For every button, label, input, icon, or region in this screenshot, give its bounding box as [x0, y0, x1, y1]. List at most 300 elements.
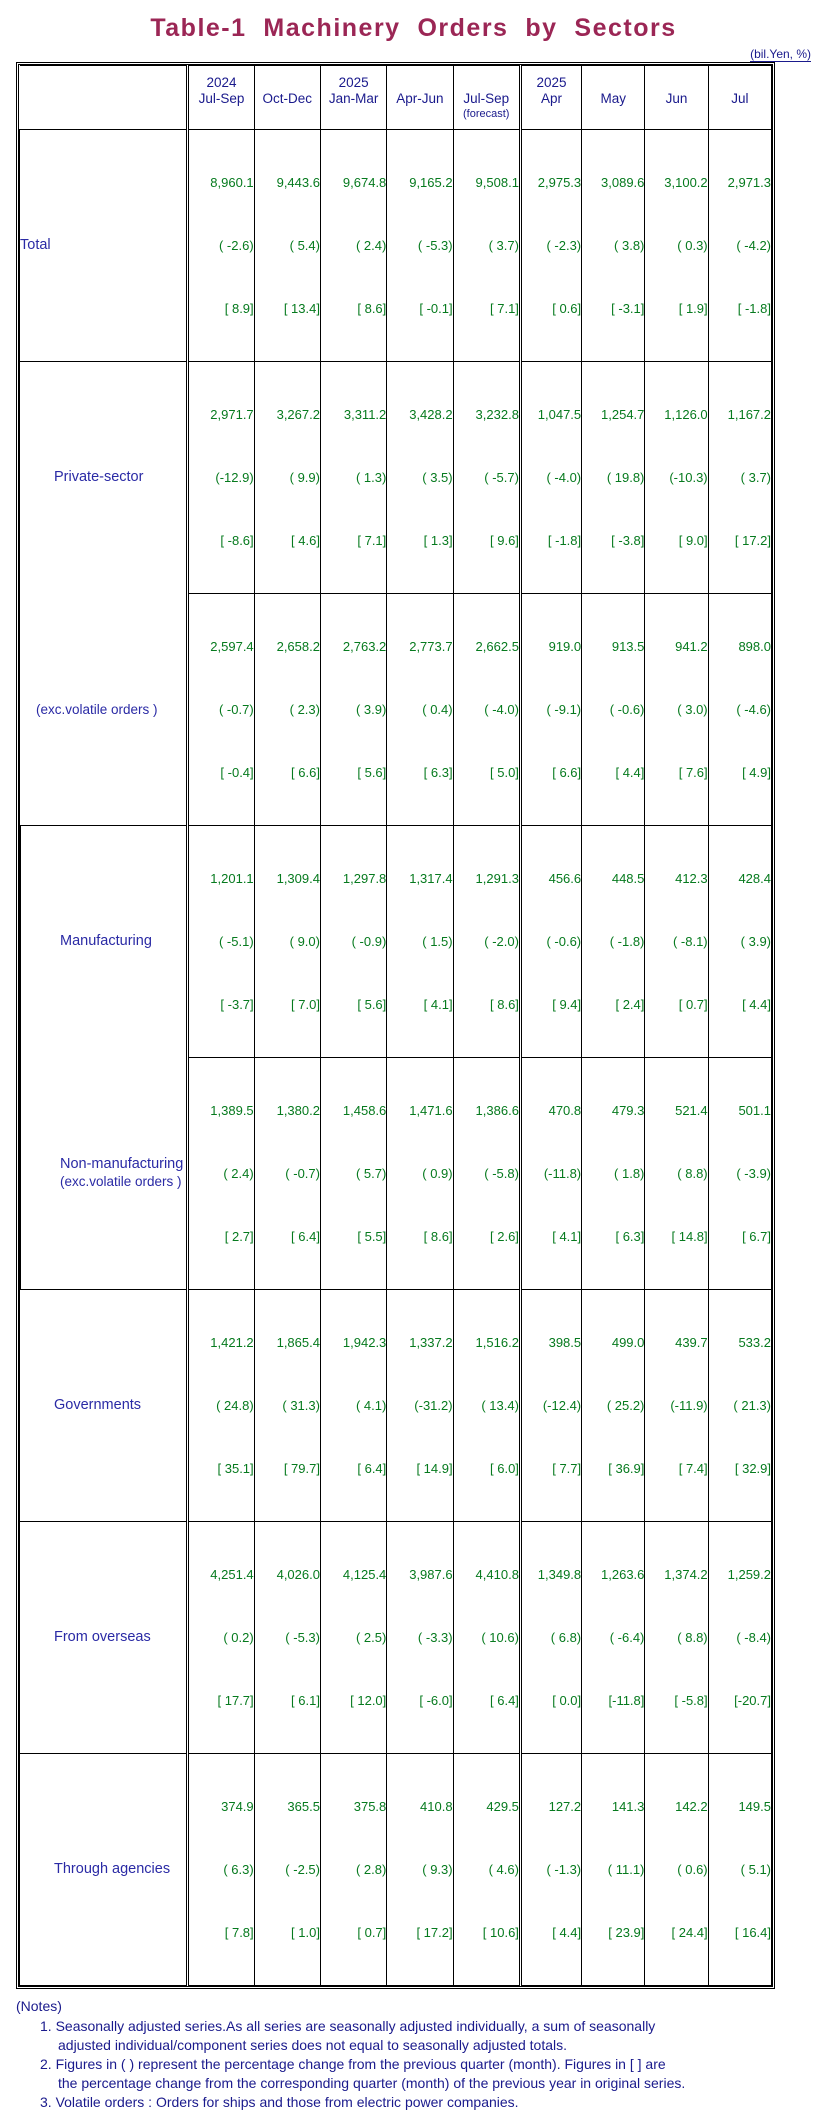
cell-value: 2,773.7 [409, 639, 453, 654]
cell [254, 1754, 320, 1986]
cell-yoy: [ 10.6] [482, 1925, 519, 1940]
cell [320, 1058, 386, 1290]
notes-heading: (Notes) [16, 1998, 62, 2014]
cell [708, 594, 771, 826]
notes-list [16, 2017, 827, 2112]
row-label-total [20, 130, 188, 362]
cell-value: 1,337.2 [409, 1335, 453, 1350]
cell [320, 1290, 386, 1522]
cell [582, 1058, 645, 1290]
cell [320, 1522, 386, 1754]
cell [708, 1290, 771, 1522]
cell-yoy: [ 6.0] [490, 1461, 519, 1476]
cell-qoq: ( 9.3) [422, 1862, 453, 1877]
cell-qoq: ( 1.3) [355, 470, 387, 485]
cell-value: 127.2 [548, 1799, 582, 1814]
cell-yoy: [ -5.8] [674, 1693, 708, 1708]
cell [453, 826, 520, 1058]
note-number: 3. [40, 2094, 52, 2110]
cell [188, 1522, 254, 1754]
cell-yoy: [ 36.9] [608, 1461, 645, 1476]
cell [387, 594, 453, 826]
cell-value: 2,658.2 [276, 639, 320, 654]
cell-yoy: [ 2.7] [224, 1229, 254, 1244]
cell-value: 4,410.8 [475, 1567, 519, 1582]
table-row [20, 1522, 772, 1754]
cell-value: 2,763.2 [342, 639, 387, 654]
cell-value: 2,971.7 [210, 407, 254, 422]
cell [645, 1754, 708, 1986]
cell-yoy: [ 9.4] [552, 997, 582, 1012]
cell-value: 501.1 [738, 1103, 771, 1118]
cell-qoq: ( -4.0) [484, 702, 519, 717]
cell-value: 3,987.6 [409, 1567, 453, 1582]
cell-qoq: ( -5.8) [484, 1166, 519, 1181]
cell-yoy: [ 5.6] [357, 997, 387, 1012]
cell-value: 410.8 [420, 1799, 453, 1814]
row-label-text: Manufacturing [60, 933, 152, 950]
cell-value: 142.2 [675, 1799, 708, 1814]
cell [188, 826, 254, 1058]
cell [520, 594, 581, 826]
cell-value: 1,380.2 [276, 1103, 320, 1118]
cell-value: 898.0 [738, 639, 771, 654]
cell-value: 479.3 [611, 1103, 645, 1118]
header-period: Oct-Dec [262, 90, 313, 106]
header-col-3 [387, 66, 453, 130]
row-label-text: Total [20, 237, 51, 253]
cell [387, 1754, 453, 1986]
cell [453, 1522, 520, 1754]
cell-value: 429.5 [486, 1799, 519, 1814]
cell-qoq: ( 9.9) [289, 470, 320, 485]
cell [520, 130, 581, 362]
page-title: Table-1 Machinery Orders by Sectors [150, 14, 677, 42]
cell [453, 1754, 520, 1986]
header-period: Jun [665, 90, 688, 106]
cell-yoy: [ -3.1] [611, 301, 645, 316]
unit-label-wrap [0, 45, 827, 62]
cell-qoq: ( 8.8) [677, 1166, 708, 1181]
cell [520, 1754, 581, 1986]
cell-value: 521.4 [675, 1103, 708, 1118]
cell-value: 1,458.6 [342, 1103, 387, 1118]
cell-value: 1,374.2 [664, 1567, 708, 1582]
table-body [20, 130, 772, 1986]
cell [254, 594, 320, 826]
cell-qoq: ( -5.1) [218, 934, 254, 949]
cell-qoq: ( -2.0) [484, 934, 519, 949]
cell-value: 375.8 [353, 1799, 387, 1814]
row-label-non-manufacturing [20, 1058, 188, 1290]
cell [645, 1058, 708, 1290]
cell [708, 1754, 771, 1986]
cell-yoy: [ 6.6] [291, 765, 320, 780]
cell [188, 130, 254, 362]
cell-value: 1,942.3 [342, 1335, 387, 1350]
cell-qoq: ( 19.8) [606, 470, 645, 485]
cell-qoq: ( 0.9) [422, 1166, 453, 1181]
cell-qoq: ( -8.1) [672, 934, 708, 949]
cell-qoq: ( -2.6) [218, 238, 254, 253]
cell-value: 470.8 [548, 1103, 582, 1118]
cell-qoq: (-12.9) [215, 470, 254, 485]
cell-yoy: [ 13.4] [283, 301, 320, 316]
cell-yoy: [ 14.9] [416, 1461, 453, 1476]
cell-value: 141.3 [611, 1799, 645, 1814]
cell [645, 362, 708, 594]
cell-yoy: [ 14.8] [671, 1229, 708, 1244]
header-col-8 [708, 66, 771, 130]
cell-yoy: [ -3.7] [220, 997, 254, 1012]
cell-value: 3,100.2 [664, 175, 708, 190]
cell-yoy: [ 4.1] [423, 997, 453, 1012]
cell-qoq: ( -0.6) [609, 702, 645, 717]
cell [453, 594, 520, 826]
cell-yoy: [ 6.4] [357, 1461, 387, 1476]
header-col-0 [188, 66, 254, 130]
cell [708, 826, 771, 1058]
cell-yoy: [ 4.9] [742, 765, 771, 780]
cell [254, 362, 320, 594]
cell [320, 362, 386, 594]
cell-qoq: ( 6.3) [223, 1862, 254, 1877]
row-label-text: Non-manufacturing [60, 1156, 184, 1173]
cell-value: 1,471.6 [409, 1103, 453, 1118]
cell [453, 362, 520, 594]
note-line-1: Volatile orders : Orders for ships and those from electric power companies. [55, 2094, 519, 2110]
header-col-5 [520, 66, 581, 130]
notes-section [16, 1997, 827, 2112]
row-label-governments [20, 1290, 188, 1522]
cell-yoy: [ 6.1] [291, 1693, 320, 1708]
cell-yoy: [ 6.3] [423, 765, 453, 780]
cell-qoq: ( 24.8) [216, 1398, 254, 1413]
cell [387, 362, 453, 594]
cell-yoy: [ 0.6] [552, 301, 582, 316]
table-row [20, 1290, 772, 1522]
cell-qoq: ( 5.7) [355, 1166, 387, 1181]
cell-value: 941.2 [675, 639, 708, 654]
cell-qoq: ( 4.6) [488, 1862, 519, 1877]
note-line-1: Figures in ( ) represent the percentage change from the previous quarter (month). Figures in [ ] are [55, 2056, 666, 2072]
header-label-col [20, 66, 188, 130]
cell-value: 3,267.2 [276, 407, 320, 422]
cell-yoy: [ 6.6] [552, 765, 582, 780]
cell-value: 448.5 [611, 871, 645, 886]
cell [320, 826, 386, 1058]
cell-value: 1,349.8 [537, 1567, 582, 1582]
cell-value: 4,026.0 [276, 1567, 320, 1582]
cell-qoq: ( -3.9) [736, 1166, 771, 1181]
cell-yoy: [ 4.4] [552, 1925, 582, 1940]
cell-value: 1,516.2 [475, 1335, 519, 1350]
cell-qoq: ( 3.5) [422, 470, 453, 485]
note-number: 1. [40, 2018, 52, 2034]
cell [708, 130, 771, 362]
cell-qoq: ( -1.3) [546, 1862, 582, 1877]
cell-qoq: ( -3.3) [417, 1630, 453, 1645]
cell-yoy: [ 8.9] [224, 301, 254, 316]
cell-qoq: ( 0.2) [223, 1630, 254, 1645]
cell [520, 362, 581, 594]
cell-yoy: [ 8.6] [423, 1229, 453, 1244]
cell-value: 499.0 [611, 1335, 645, 1350]
cell-value: 919.0 [548, 639, 582, 654]
cell-value: 1,297.8 [342, 871, 387, 886]
cell-qoq: ( 0.6) [677, 1862, 708, 1877]
cell [645, 594, 708, 826]
header-period: Jul [731, 90, 749, 106]
cell-qoq: ( 3.0) [677, 702, 708, 717]
cell-value: 1,201.1 [210, 871, 254, 886]
cell-yoy: [ 4.4] [615, 765, 645, 780]
cell-qoq: ( -5.3) [285, 1630, 320, 1645]
row-label-from-overseas [20, 1522, 188, 1754]
cell-yoy: [ 5.6] [357, 765, 387, 780]
cell-qoq: ( -5.3) [417, 238, 453, 253]
cell-yoy: [ 2.6] [490, 1229, 519, 1244]
cell-qoq: ( 9.0) [289, 934, 320, 949]
cell-qoq: ( -2.3) [546, 238, 582, 253]
header-sub-forecast: (forecast) [463, 107, 510, 120]
unit-label: (bil.Yen, %) [750, 47, 811, 61]
cell-qoq: ( 1.8) [614, 1166, 645, 1181]
cell-yoy: [ 35.1] [217, 1461, 254, 1476]
cell [188, 594, 254, 826]
header-period: Apr-Jun [396, 90, 444, 106]
cell-yoy: [ 4.1] [552, 1229, 582, 1244]
cell-qoq: ( -9.1) [546, 702, 582, 717]
cell [645, 130, 708, 362]
cell-qoq: ( 0.4) [422, 702, 453, 717]
cell-value: 1,309.4 [276, 871, 320, 886]
cell [188, 1058, 254, 1290]
cell [708, 362, 771, 594]
cell-value: 9,674.8 [342, 175, 387, 190]
header-col-1 [254, 66, 320, 130]
cell-yoy: [ 1.9] [678, 301, 708, 316]
cell-qoq: ( 10.6) [481, 1630, 519, 1645]
cell-qoq: ( -1.8) [609, 934, 645, 949]
table-row [20, 1058, 772, 1290]
cell-qoq: ( 5.1) [740, 1862, 771, 1877]
cell [645, 826, 708, 1058]
cell-value: 533.2 [738, 1335, 771, 1350]
cell [520, 1058, 581, 1290]
header-col-7 [645, 66, 708, 130]
cell-yoy: [ 8.6] [490, 997, 519, 1012]
cell-value: 1,291.3 [475, 871, 519, 886]
cell-qoq: (-31.2) [414, 1398, 453, 1413]
cell [582, 594, 645, 826]
cell-qoq: ( 4.1) [355, 1398, 387, 1413]
cell-value: 913.5 [611, 639, 645, 654]
cell [645, 1290, 708, 1522]
header-period: Jul-Sep [463, 90, 510, 106]
cell-qoq: ( 3.7) [740, 470, 771, 485]
cell-yoy: [ 7.1] [357, 533, 387, 548]
cell-qoq: ( 25.2) [606, 1398, 645, 1413]
header-year: 2025 [536, 74, 567, 90]
cell-qoq: ( 2.8) [355, 1862, 387, 1877]
header-period: Apr [541, 90, 563, 106]
cell-qoq: ( 3.7) [488, 238, 519, 253]
cell-value: 4,125.4 [342, 1567, 387, 1582]
row-label-text: Private-sector [54, 469, 144, 486]
row-label-manufacturing [20, 826, 188, 1058]
cell [254, 826, 320, 1058]
cell-qoq: ( -6.4) [609, 1630, 645, 1645]
cell-value: 1,386.6 [475, 1103, 519, 1118]
table-row [20, 826, 772, 1058]
cell-qoq: ( 21.3) [733, 1398, 771, 1413]
cell-qoq: ( -8.4) [736, 1630, 771, 1645]
cell-yoy: [-20.7] [734, 1693, 771, 1708]
cell-value: 4,251.4 [210, 1567, 254, 1582]
cell [453, 1058, 520, 1290]
cell-value: 428.4 [738, 871, 771, 886]
header-period: May [600, 90, 627, 106]
cell-yoy: [ 24.4] [671, 1925, 708, 1940]
cell [582, 826, 645, 1058]
cell-yoy: [ 16.4] [734, 1925, 771, 1940]
cell-value: 1,126.0 [664, 407, 708, 422]
cell-value: 1,254.7 [601, 407, 645, 422]
cell-yoy: [ 12.0] [350, 1693, 387, 1708]
cell-yoy: [ 5.5] [357, 1229, 387, 1244]
cell-yoy: [ 7.8] [224, 1925, 254, 1940]
cell-qoq: ( 13.4) [481, 1398, 519, 1413]
data-table [19, 65, 772, 1986]
header-period: Jan-Mar [328, 90, 379, 106]
cell-yoy: [ 9.0] [678, 533, 708, 548]
note-item [30, 2017, 827, 2055]
cell [254, 1522, 320, 1754]
row-label-exc-volatile [20, 594, 188, 826]
cell-qoq: (-11.9) [670, 1398, 708, 1413]
cell-yoy: [ 6.7] [742, 1229, 771, 1244]
table-row [20, 130, 772, 362]
cell-value: 1,389.5 [210, 1103, 254, 1118]
cell-value: 398.5 [548, 1335, 582, 1350]
cell-yoy: [ 1.3] [423, 533, 453, 548]
header-col-2 [320, 66, 386, 130]
cell [645, 1522, 708, 1754]
cell [254, 1058, 320, 1290]
cell-yoy: [ 1.0] [291, 1925, 320, 1940]
cell [188, 1754, 254, 1986]
cell-yoy: [-11.8] [608, 1693, 645, 1708]
cell-qoq: (-11.8) [543, 1166, 582, 1181]
cell [520, 1290, 581, 1522]
cell-yoy: [ -0.4] [220, 765, 254, 780]
cell-yoy: [ 2.4] [615, 997, 645, 1012]
cell-yoy: [ 7.6] [678, 765, 708, 780]
cell [320, 1754, 386, 1986]
cell-yoy: [ 8.6] [357, 301, 387, 316]
header-year: 2024 [206, 74, 237, 90]
cell-qoq: ( 2.3) [289, 702, 320, 717]
note-item [30, 2055, 827, 2093]
cell-yoy: [ 5.0] [490, 765, 519, 780]
cell-qoq: ( 2.4) [355, 238, 387, 253]
cell [254, 130, 320, 362]
cell-value: 3,232.8 [475, 407, 519, 422]
note-number: 2. [40, 2056, 52, 2072]
cell-value: 439.7 [675, 1335, 708, 1350]
cell-qoq: ( -4.0) [546, 470, 582, 485]
cell-value: 9,443.6 [276, 175, 320, 190]
cell-qoq: ( 31.3) [282, 1398, 320, 1413]
cell-value: 2,975.3 [537, 175, 582, 190]
cell-yoy: [ 7.4] [678, 1461, 708, 1476]
cell-yoy: [ -1.8] [547, 533, 582, 548]
cell-yoy: [ 7.0] [291, 997, 320, 1012]
cell-value: 1,317.4 [409, 871, 453, 886]
cell-value: 1,167.2 [727, 407, 771, 422]
cell [582, 362, 645, 594]
cell [254, 1290, 320, 1522]
cell-yoy: [ 9.6] [490, 533, 519, 548]
cell-value: 149.5 [738, 1799, 771, 1814]
header-col-6 [582, 66, 645, 130]
cell-yoy: [ 32.9] [734, 1461, 771, 1476]
cell-value: 456.6 [548, 871, 582, 886]
cell-value: 1,259.2 [727, 1567, 771, 1582]
cell-yoy: [ 17.2] [734, 533, 771, 548]
cell-yoy: [ 7.1] [490, 301, 519, 316]
cell [320, 594, 386, 826]
note-line-2: adjusted individual/component series does not equal to seasonally adjusted totals. [58, 2037, 567, 2053]
cell-yoy: [ 79.7] [283, 1461, 320, 1476]
header-row [20, 66, 772, 130]
cell-value: 2,597.4 [210, 639, 254, 654]
header-col-4 [453, 66, 520, 130]
cell-qoq: ( -0.6) [546, 934, 582, 949]
cell-value: 2,662.5 [475, 639, 519, 654]
table-row [20, 594, 772, 826]
cell-yoy: [ 6.3] [615, 1229, 645, 1244]
cell-qoq: ( 0.3) [677, 238, 708, 253]
table-header [20, 66, 772, 130]
cell-value: 9,508.1 [475, 175, 519, 190]
cell [582, 130, 645, 362]
cell-qoq: ( 3.9) [355, 702, 387, 717]
note-line-1: Seasonally adjusted series.As all series are seasonally adjusted individually, a sum of seasonally [55, 2018, 656, 2034]
cell-value: 3,089.6 [601, 175, 645, 190]
cell-value: 1,263.6 [601, 1567, 645, 1582]
cell-yoy: [ 0.0] [552, 1693, 582, 1708]
cell-yoy: [ -3.8] [611, 533, 645, 548]
cell-yoy: [ 4.4] [742, 997, 771, 1012]
row-label-text: (exc.volatile orders ) [36, 701, 158, 717]
cell-qoq: ( -2.5) [285, 1862, 320, 1877]
cell-qoq: ( 1.5) [422, 934, 453, 949]
cell [708, 1058, 771, 1290]
cell-value: 9,165.2 [409, 175, 453, 190]
header-year: 2025 [338, 74, 369, 90]
cell-yoy: [ 23.9] [608, 1925, 645, 1940]
cell [453, 130, 520, 362]
cell-qoq: ( 5.4) [289, 238, 320, 253]
cell-qoq: (-12.4) [542, 1398, 582, 1413]
cell-value: 1,047.5 [537, 407, 582, 422]
cell-qoq: ( 8.8) [677, 1630, 708, 1645]
cell [188, 362, 254, 594]
cell-yoy: [ 4.6] [291, 533, 320, 548]
cell-value: 412.3 [675, 871, 708, 886]
